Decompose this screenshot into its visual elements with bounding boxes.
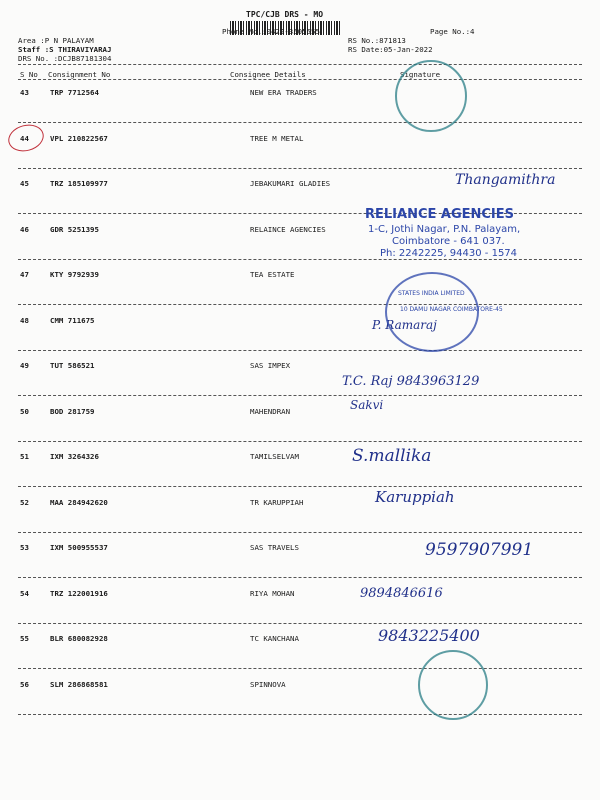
row-consignment-number: VPL 210822567: [50, 133, 108, 143]
signature-row-51: S.mallika: [352, 446, 432, 466]
phone-number: Phone No.:0422-3505555: [222, 27, 320, 36]
rs-date: RS Date:05-Jan-2022: [348, 45, 433, 54]
row-divider: [18, 668, 582, 669]
row-serial-number: 52: [20, 497, 29, 507]
signature-row-55: 9843225400: [378, 626, 480, 645]
rs-number: RS No.:871813: [348, 36, 406, 45]
row-consignment-number: TRP 7712564: [50, 88, 99, 97]
column-divider: [18, 79, 582, 80]
row-divider: [18, 623, 582, 624]
row-serial-number: 49: [20, 361, 29, 370]
row-consignment-number: BOD 281759: [50, 406, 95, 416]
document-title: TPC/CJB DRS - MO: [246, 10, 324, 19]
drs-number: DRS No. :DCJB87181304: [18, 54, 112, 63]
row-divider: [18, 350, 582, 351]
row-serial-number: 44: [20, 133, 29, 143]
row-consignee-name: RIYA MOHAN: [250, 588, 295, 598]
page-number: Page No.:4: [430, 27, 475, 36]
signature-row-49: T.C. Raj 9843963129: [342, 374, 480, 389]
reliance-stamp-address: 1-C, Jothi Nagar, P.N. Palayam,: [368, 224, 521, 235]
row-divider: [18, 122, 582, 123]
row-consignment-number: GDR 5251395: [50, 224, 99, 234]
column-signature: Signature: [400, 70, 441, 79]
row-serial-number: 43: [20, 88, 29, 97]
states-seal-name: STATES INDIA LIMITED: [398, 290, 465, 297]
row-consignee-name: RELAINCE AGENCIES: [250, 224, 326, 234]
row-divider: [18, 395, 582, 396]
row-consignee-name: TREE M METAL: [250, 133, 304, 143]
row-consignment-number: TRZ 185109977: [50, 179, 108, 188]
row-divider: [18, 714, 582, 715]
area-label: Area :P N PALAYAM: [18, 36, 94, 45]
row-consignee-name: TC KANCHANA: [250, 634, 299, 643]
reliance-stamp-name: RELIANCE AGENCIES: [365, 207, 515, 222]
handwritten-circle: [5, 121, 47, 155]
signature-row-52: Karuppiah: [375, 488, 455, 506]
row-serial-number: 51: [20, 452, 29, 461]
signature-row-45: Thangamithra: [455, 172, 556, 188]
row-divider: [18, 486, 582, 487]
row-serial-number: 50: [20, 406, 29, 416]
signature-row-50: Sakvi: [350, 398, 384, 412]
row-serial-number: 56: [20, 679, 29, 689]
reliance-stamp-phone: Ph: 2242225, 94430 - 1574: [380, 248, 518, 259]
signature-row-53: 9597907991: [425, 540, 534, 560]
row-serial-number: 54: [20, 588, 29, 598]
signature-row-54: 9894846616: [360, 586, 443, 601]
row-consignee-name: TAMILSELVAM: [250, 452, 299, 461]
row-consignment-number: KTY 9792939: [50, 270, 99, 279]
row-serial-number: 45: [20, 179, 29, 188]
row-consignment-number: CMM 711675: [50, 315, 95, 325]
row-consignment-number: IXM 500955537: [50, 543, 108, 552]
row-consignment-number: IXM 3264326: [50, 452, 99, 461]
row-divider: [18, 532, 582, 533]
row-serial-number: 47: [20, 270, 29, 279]
row-consignee-name: MAHENDRAN: [250, 406, 291, 416]
row-divider: [18, 577, 582, 578]
row-serial-number: 53: [20, 543, 29, 552]
row-consignment-number: MAA 284942620: [50, 497, 108, 507]
reliance-stamp-city: Coimbatore - 641 037.: [392, 236, 505, 247]
row-divider: [18, 168, 582, 169]
row-consignment-number: BLR 680082928: [50, 634, 108, 643]
row-consignee-name: TEA ESTATE: [250, 270, 295, 279]
staff-label: Staff :S THIRAVIYARAJ: [18, 45, 112, 54]
row-consignee-name: SPINNOVA: [250, 679, 286, 689]
row-consignee-name: NEW ERA TRADERS: [250, 88, 317, 97]
row-consignee-name: SAS IMPEX: [250, 361, 291, 370]
column-sno: S No: [20, 70, 38, 79]
states-seal-address: 10 DAMU NAGAR COIMBATORE-45: [400, 306, 503, 313]
row-consignment-number: SLM 286868581: [50, 679, 108, 689]
row-consignee-name: JEBAKUMARI GLADIES: [250, 179, 331, 188]
row-consignment-number: TUT 586521: [50, 361, 95, 370]
row-divider: [18, 441, 582, 442]
header-divider: [18, 64, 582, 65]
column-consignee: Consignee Details: [230, 70, 306, 79]
row-serial-number: 48: [20, 315, 29, 325]
row-consignment-number: TRZ 122001916: [50, 588, 108, 598]
company-seal-bottom: [418, 650, 488, 720]
row-divider: [18, 304, 582, 305]
row-consignee-name: SAS TRAVELS: [250, 543, 299, 552]
row-serial-number: 55: [20, 634, 29, 643]
company-seal-top: [395, 60, 467, 132]
row-consignee-name: TR KARUPPIAH: [250, 497, 304, 507]
signature-row-48: P. Ramaraj: [372, 318, 437, 332]
column-consignment: Consignment No: [48, 70, 111, 79]
row-serial-number: 46: [20, 224, 29, 234]
